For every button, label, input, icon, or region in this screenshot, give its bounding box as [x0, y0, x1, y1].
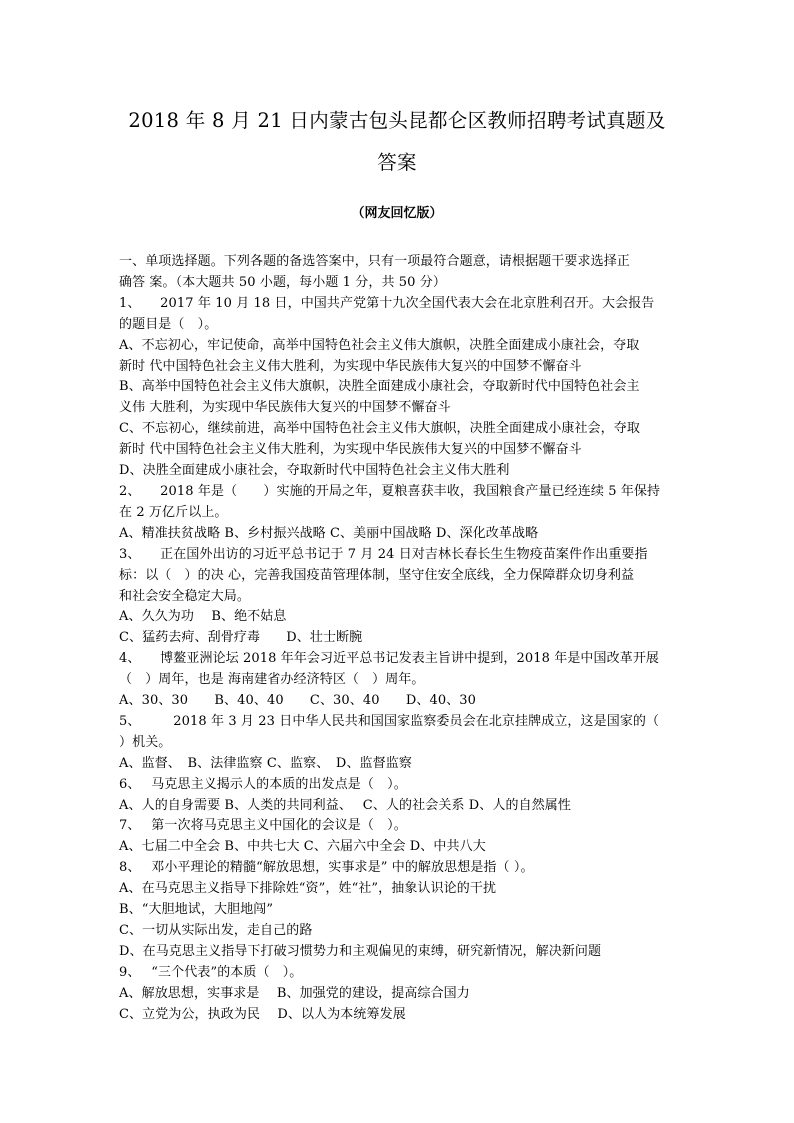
body-line: C、不忘初心，继续前进，高举中国特色社会主义伟大旗帜，决胜全面建成小康社会，夺取: [119, 421, 640, 437]
body-line: 9、 “三个代表”的本质（ ）。: [119, 964, 303, 980]
title-line-2: 答案: [377, 151, 417, 174]
body-line: 7、 第一次将马克思主义中国化的会议是（ ）。: [119, 818, 407, 834]
body-line: 新时 代中国特色社会主义伟大胜利，为实现中华民族伟大复兴的中国梦不懈奋斗: [119, 358, 582, 374]
body-line: A、监督、 B、法律监察 C、监察、 D、监督监察: [119, 755, 412, 771]
body-line: 和社会安全稳定大局。: [119, 588, 251, 604]
body-line: 义伟 大胜利，为实现中华民族伟大复兴的中国梦不懈奋斗: [119, 400, 451, 416]
body-line: A、人的自身需要 B、人类的共同利益、 C、人的社会关系 D、人的自然属性: [119, 797, 572, 813]
body-line: D、决胜全面建成小康社会，夺取新时代中国特色社会主义伟大胜利: [119, 463, 510, 479]
body-line: 一、单项选择题。下列各题的备选答案中，只有一项最符合题意，请根据题干要求选择正: [119, 254, 630, 269]
body-line: A、七届二中全会 B、中共七大 C、六届六中全会 D、中共八大: [119, 839, 486, 855]
body-line: A、不忘初心，牢记使命，高举中国特色社会主义伟大旗帜，决胜全面建成小康社会，夺取: [119, 337, 640, 353]
document-body: [119, 252, 679, 1026]
body-line: 在 2 万亿斤以上。: [119, 504, 228, 520]
body-line: 2、 2018 年是（ ）实施的开局之年，夏粮喜获丰收，我国粮食产量已经连续 5 年保持: [119, 483, 661, 499]
body-line: 8、 邓小平理论的精髓“解放思想，实事求是” 中的解放思想是指（ ）。: [119, 860, 534, 876]
body-line: C、一切从实际出发，走自己的路: [119, 923, 313, 938]
body-line: 5、 2018 年 3 月 23 日中华人民共和国国家监察委员会在北京挂牌成立，这是国家的（: [119, 713, 660, 729]
body-line: C、猛药去疴、刮骨疗毒 D、壮士断腕: [119, 630, 363, 646]
document-title: [110, 100, 684, 184]
body-line: B、高举中国特色社会主义伟大旗帜，决胜全面建成小康社会，夺取新时代中国特色社会主: [119, 379, 640, 395]
body-line: 标：以（ ）的决 心，完善我国疫苗管理体制，坚守住安全底线，全力保障群众切身利益: [119, 567, 635, 583]
body-line: A、30、30 B、40、40 C、30、40 D、40、30: [119, 693, 477, 709]
body-line: 确答 案。（本大题共 50 小题，每小题 1 分，共 50 分）: [119, 274, 446, 290]
body-line: 4、 博鳌亚洲论坛 2018 年年会习近平总书记发表主旨讲中提到，2018 年是中国改革开展: [119, 651, 660, 667]
body-line: 6、 马克思主义揭示人的本质的出发点是（ ）。: [119, 776, 407, 792]
body-line: B、“大胆地试，大胆地闯”: [119, 902, 274, 918]
body-line: C、立党为公，执政为民 D、以人为本统筹发展: [119, 1006, 406, 1022]
body-line: A、在马克思主义指导下排除姓“资”，姓“社”，抽象认识论的干扰: [119, 881, 497, 897]
body-line: 新时 代中国特色社会主义伟大胜利，为实现中华民族伟大复兴的中国梦不懈奋斗: [119, 442, 582, 458]
body-line: A、久久为功 B、绝不姑息: [119, 609, 287, 625]
title-line-1: 2018 年 8 月 21 日内蒙古包头昆都仑区教师招聘考试真题及: [128, 109, 666, 132]
body-line: A、解放思想，实事求是 B、加强党的建设，提高综合国力: [119, 985, 470, 1001]
body-line: D、在马克思主义指导下打破习惯势力和主观偏见的束缚，研究新情况，解决新问题: [119, 943, 602, 959]
body-line: ）机关。: [119, 734, 172, 750]
body-line: （ ）周年，也是 海南建省办经济特区（ ）周年。: [119, 672, 425, 688]
document-subtitle: （网友回忆版）: [351, 206, 443, 221]
body-line: 的题目是（ ）。: [119, 316, 218, 332]
body-line: A、精准扶贫战略 B、乡村振兴战略 C、美丽中国战略 D、深化改革战略: [119, 525, 539, 541]
body-line: 1、 2017 年 10 月 18 日，中国共产党第十九次全国代表大会在北京胜利召开。大会报告: [119, 295, 655, 311]
body-line: 3、 正在国外出访的习近平总书记于 7 月 24 日对吉林长春长生生物疫苗案件作出重要指: [119, 546, 648, 562]
